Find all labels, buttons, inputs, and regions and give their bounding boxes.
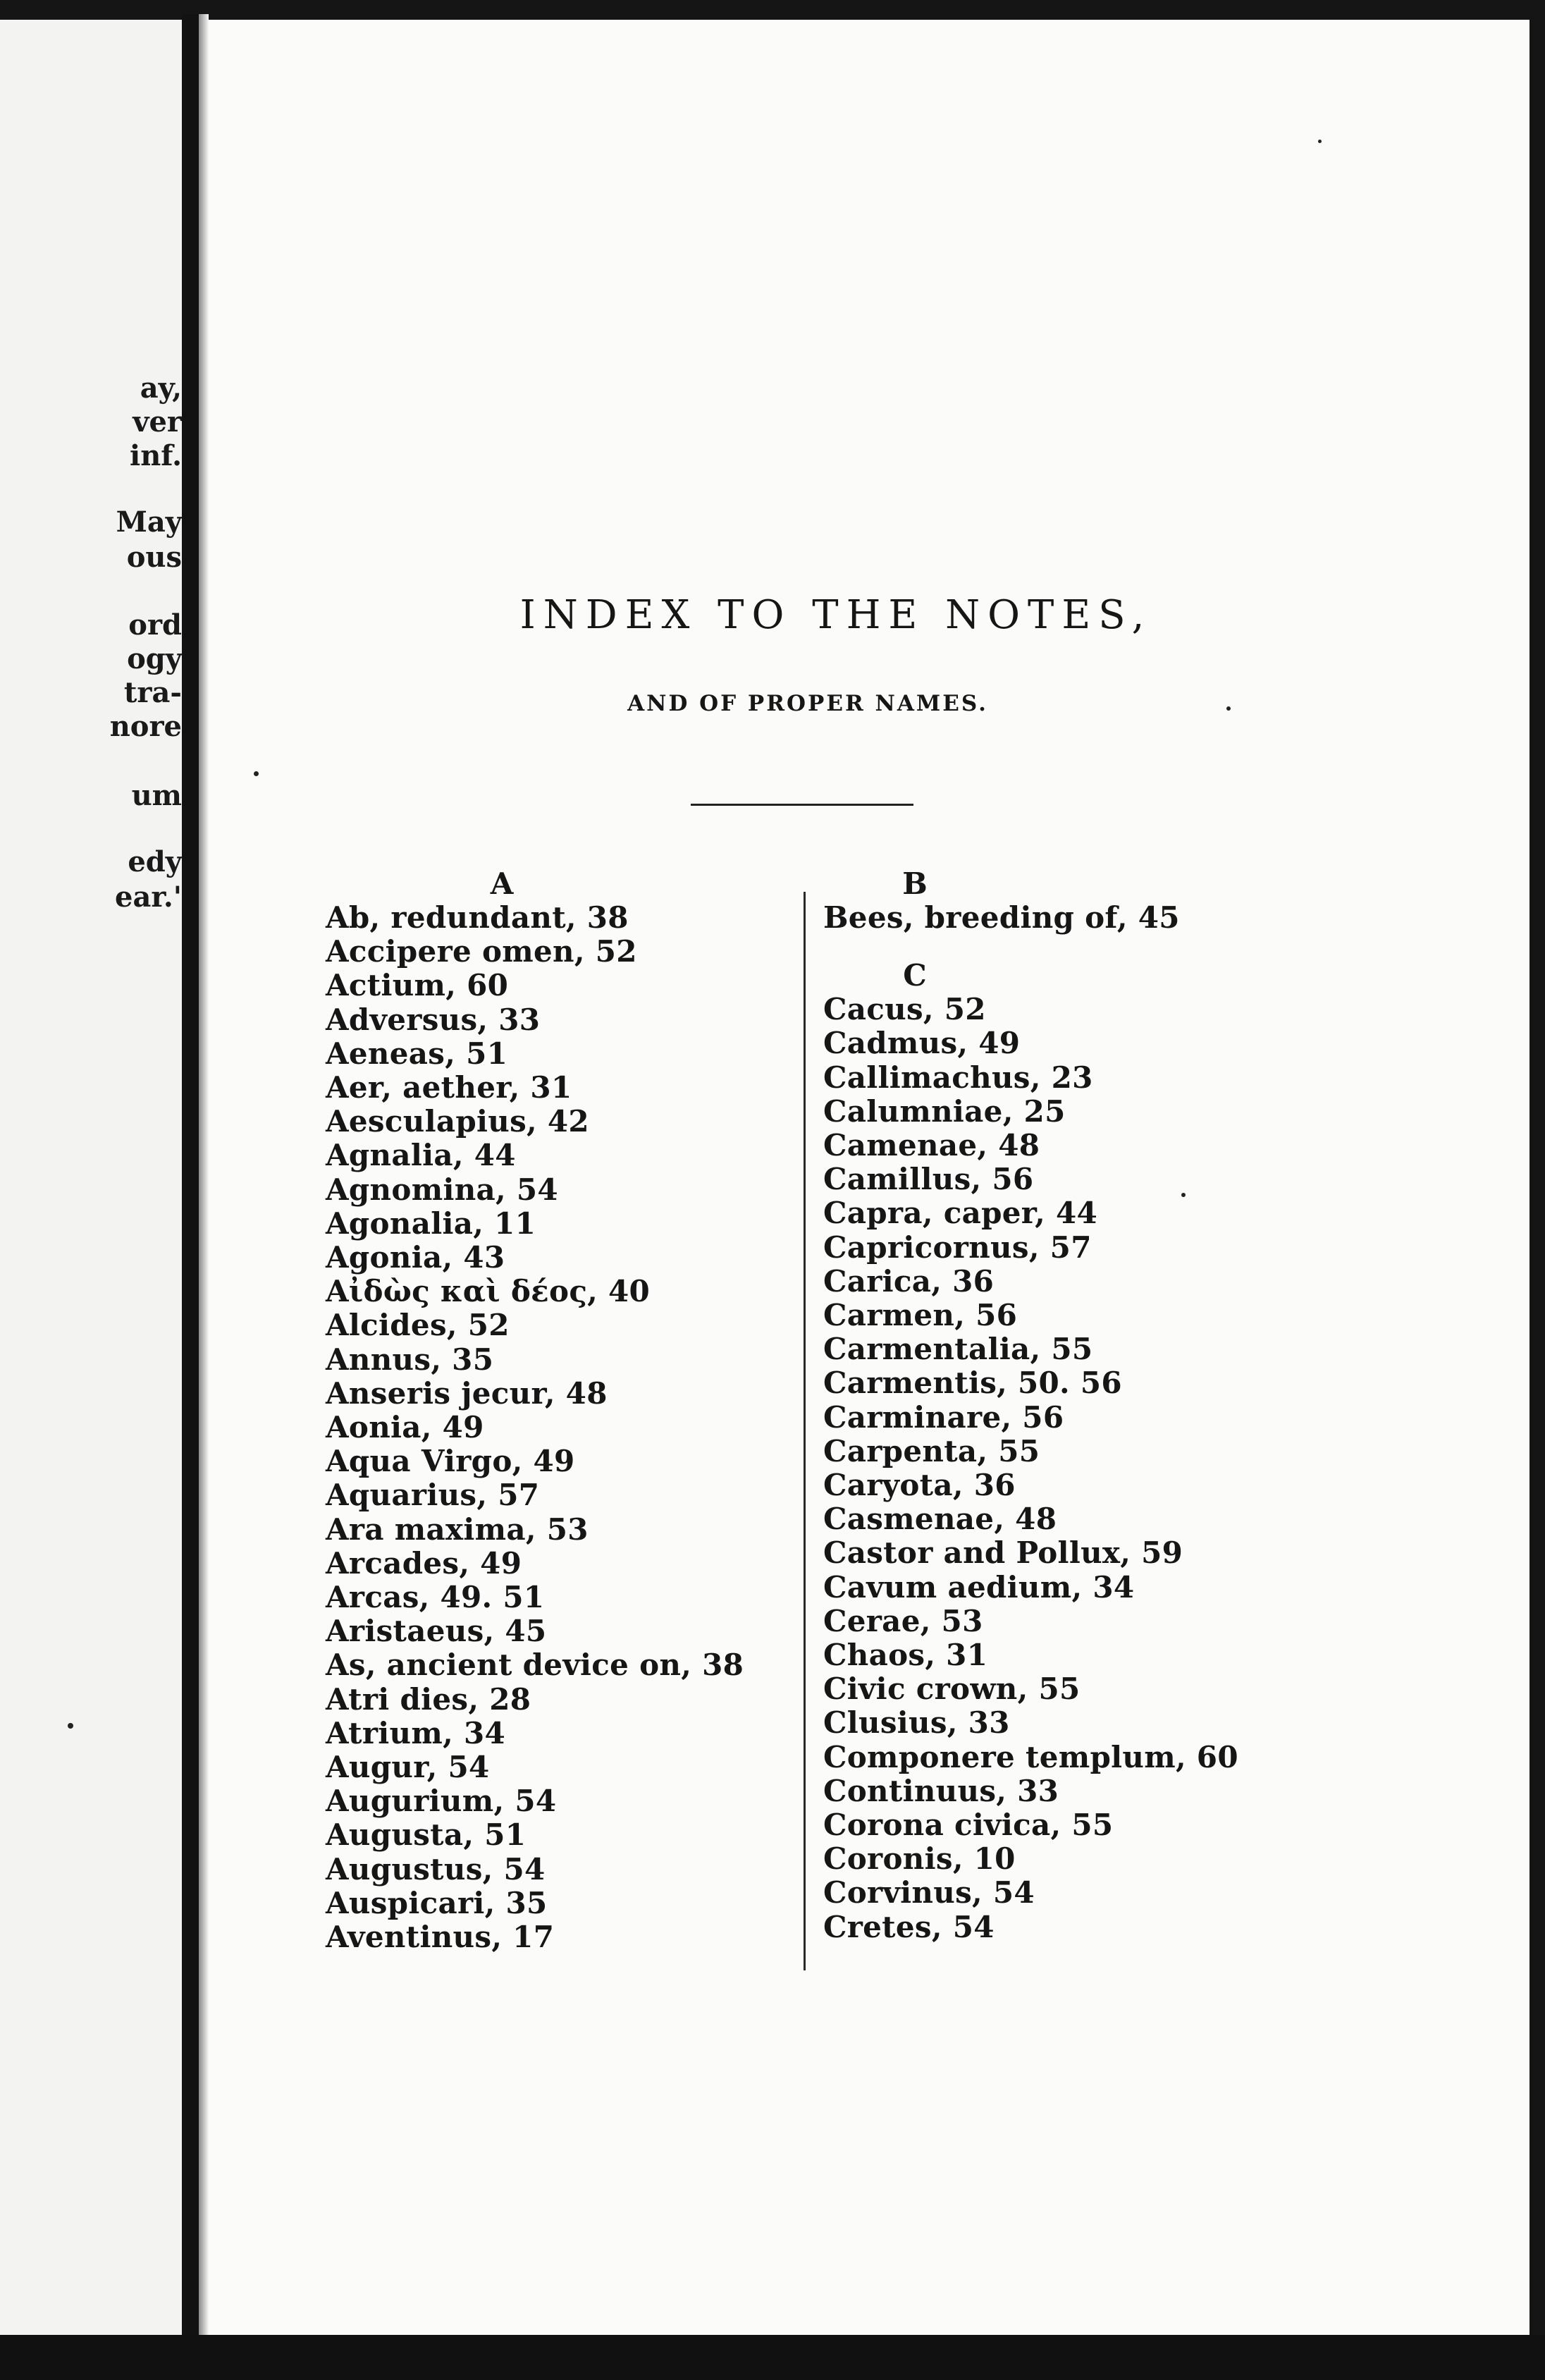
index-entry: As, ancient device on, 38 xyxy=(326,1648,744,1683)
scan-speck xyxy=(68,1723,73,1729)
index-entry: Coronis, 10 xyxy=(823,1841,1016,1877)
index-entry: Carminare, 56 xyxy=(823,1399,1064,1435)
index-entry: Aquarius, 57 xyxy=(326,1478,540,1513)
index-entry: Cacus, 52 xyxy=(823,992,986,1027)
index-entry: Camenae, 48 xyxy=(823,1128,1040,1163)
index-entry: Cretes, 54 xyxy=(823,1909,995,1944)
index-entry: Aer, aether, 31 xyxy=(326,1070,572,1105)
index-entry: Agnalia, 44 xyxy=(326,1138,516,1173)
index-entry: Agnomina, 54 xyxy=(326,1172,558,1207)
index-entry: Aristaeus, 45 xyxy=(326,1614,547,1649)
section-b-entries xyxy=(823,901,1260,935)
index-entry: Continuus, 33 xyxy=(823,1773,1059,1808)
previous-page-fragment: ous xyxy=(126,541,182,574)
scan-border-top xyxy=(0,0,1545,20)
scan-border-right xyxy=(1529,0,1545,2380)
index-entry: Aonia, 49 xyxy=(326,1410,484,1445)
index-entry: Carmentis, 50. 56 xyxy=(823,1366,1122,1401)
index-entry: Augur, 54 xyxy=(326,1750,490,1785)
index-entry: Civic crown, 55 xyxy=(823,1671,1081,1707)
previous-page-fragment: tra- xyxy=(123,676,182,709)
index-entry: Aesculapius, 42 xyxy=(326,1104,589,1139)
index-entry: Agonalia, 11 xyxy=(326,1206,536,1241)
spine-shadow xyxy=(199,14,209,2341)
page-subtitle: AND OF PROPER NAMES. xyxy=(627,691,988,716)
index-entry: Bees, breeding of, 45 xyxy=(823,900,1180,935)
index-entry: Calumniae, 25 xyxy=(823,1093,1066,1129)
index-entry: Caryota, 36 xyxy=(823,1468,1016,1503)
index-column-left xyxy=(326,867,777,1954)
title-rule xyxy=(691,804,913,806)
index-entry: Carica, 36 xyxy=(823,1263,995,1299)
section-c-entries xyxy=(823,993,1260,1944)
previous-page-fragment: May xyxy=(116,505,182,539)
index-entry: Actium, 60 xyxy=(326,968,509,1003)
index-entry: Ab, redundant, 38 xyxy=(326,900,629,935)
index-entry: Augustus, 54 xyxy=(326,1851,546,1887)
index-entry: Corona civica, 55 xyxy=(823,1808,1114,1843)
page-title xyxy=(0,592,1545,638)
page-title-text: INDEX TO THE NOTES, xyxy=(519,592,1152,638)
index-entry: Aeneas, 51 xyxy=(326,1036,508,1071)
scan-speck xyxy=(1226,706,1231,711)
previous-page-fragment: ear.' xyxy=(115,881,182,914)
index-entry: Atri dies, 28 xyxy=(326,1681,531,1717)
previous-page-fragment: ay, xyxy=(140,372,182,405)
previous-page-fragment: inf. xyxy=(130,439,182,472)
index-entry: Capra, caper, 44 xyxy=(823,1196,1098,1231)
index-entry: Alcides, 52 xyxy=(326,1308,510,1343)
previous-page-fragment: um xyxy=(131,779,182,812)
index-entry: Capricornus, 57 xyxy=(823,1229,1092,1265)
previous-page-fragment: nore xyxy=(109,710,182,743)
index-column-right xyxy=(823,867,1260,1944)
book-spine xyxy=(182,14,199,2341)
index-entry: Atrium, 34 xyxy=(326,1715,505,1750)
index-entry: Arcas, 49. 51 xyxy=(326,1580,545,1615)
index-entry: Clusius, 33 xyxy=(823,1705,1010,1741)
index-entry: Adversus, 33 xyxy=(326,1002,541,1037)
previous-page-fragment: edy xyxy=(128,845,182,878)
index-entry: Accipere omen, 52 xyxy=(326,934,637,969)
scan-speck xyxy=(254,771,259,776)
index-entry: Camillus, 56 xyxy=(823,1162,1034,1197)
index-entry: Carmentalia, 55 xyxy=(823,1332,1093,1367)
index-entry: Carpenta, 55 xyxy=(823,1433,1040,1468)
index-entry: Agonia, 43 xyxy=(326,1240,505,1275)
index-entry: Cadmus, 49 xyxy=(823,1026,1021,1061)
previous-page-fragment: ver xyxy=(133,405,182,438)
section-letter-a: A xyxy=(490,866,514,901)
index-entry: Castor and Pollux, 59 xyxy=(823,1535,1183,1571)
scan-speck xyxy=(1181,1193,1186,1197)
previous-page xyxy=(0,20,182,2335)
index-entry: Casmenae, 48 xyxy=(823,1502,1057,1537)
column-divider xyxy=(804,892,806,1970)
section-a-entries xyxy=(326,901,777,1954)
index-entry: Αἰδὼς καὶ δέος, 40 xyxy=(326,1274,651,1309)
index-entry: Augusta, 51 xyxy=(326,1817,527,1853)
index-entry: Chaos, 31 xyxy=(823,1638,988,1673)
index-entry: Aventinus, 17 xyxy=(326,1920,555,1955)
scan-speck xyxy=(1318,140,1322,143)
index-entry: Annus, 35 xyxy=(326,1342,494,1377)
index-entry: Augurium, 54 xyxy=(326,1784,557,1819)
index-entry: Carmen, 56 xyxy=(823,1298,1018,1333)
index-entry: Cerae, 53 xyxy=(823,1603,983,1638)
index-entry: Callimachus, 23 xyxy=(823,1060,1093,1095)
scan-border-bottom xyxy=(0,2335,1545,2380)
index-entry: Ara maxima, 53 xyxy=(326,1511,589,1547)
section-gap xyxy=(823,935,1260,959)
section-letter-c: C xyxy=(903,958,927,993)
previous-page-fragment: ord xyxy=(128,608,182,642)
index-entry: Aqua Virgo, 49 xyxy=(326,1444,575,1479)
index-entry: Auspicari, 35 xyxy=(326,1885,548,1920)
index-entry: Cavum aedium, 34 xyxy=(823,1569,1135,1605)
index-entry: Componere templum, 60 xyxy=(823,1739,1238,1774)
index-entry: Arcades, 49 xyxy=(326,1545,522,1581)
section-letter-b: B xyxy=(902,866,928,901)
index-entry: Anseris jecur, 48 xyxy=(326,1375,608,1411)
previous-page-fragment: ogy xyxy=(127,642,182,675)
index-entry: Corvinus, 54 xyxy=(823,1875,1035,1910)
